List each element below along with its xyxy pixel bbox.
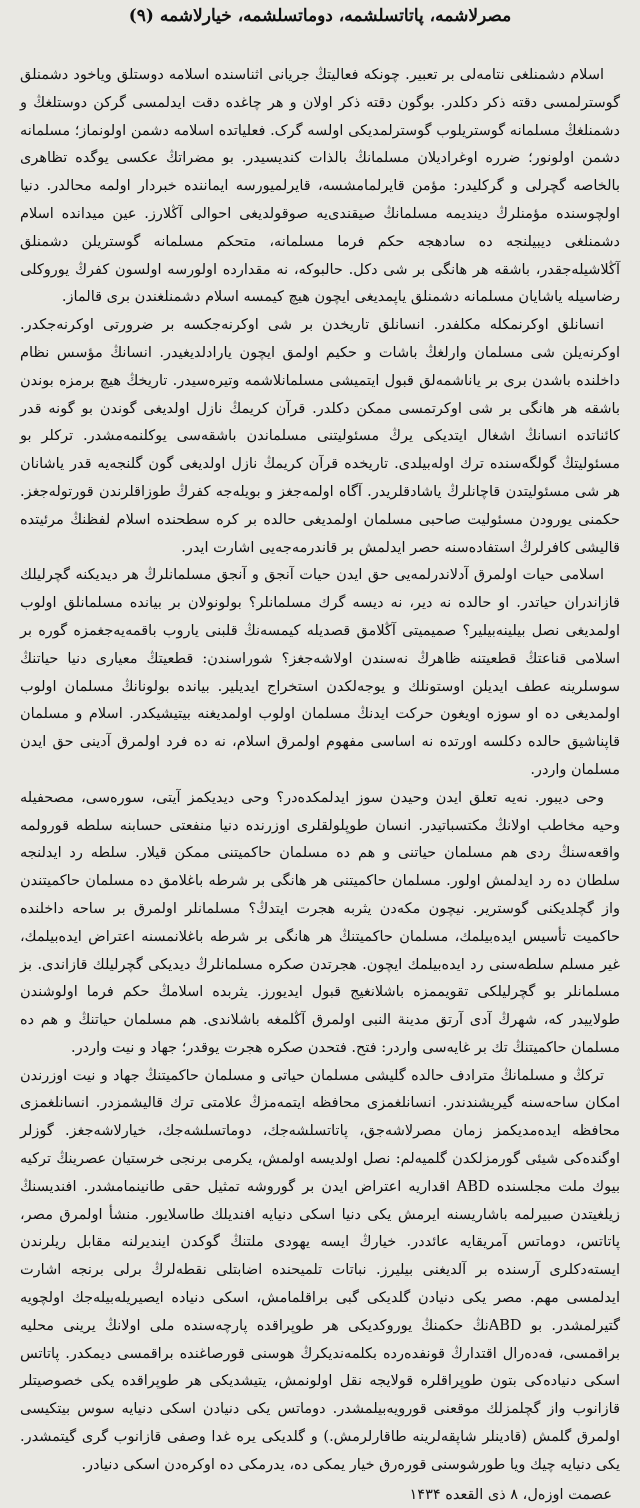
paragraph-4: وحی دیبور. نه‌یه تعلق ایدن وحیدن سوز ایدلمکده‌در؟ وحی دیدیکمز آیتی، سوره‌سی، مصحفیله وحیه مخاطب اولانڭ مکتسباتیدر. انسان طوپلولقلری اوزرنده دنیا منفعتی حسابنه سلطه قورولمه واقعه‌سنڭ ردی هم مسلمان حیاتنی و هم ده مسلمان حاکمیتنی ممکن قیلار. سلطه رد ایدلنجه سلطان ده رد ایدلمش اولور. مسلمان حاکمیتنی هر هانگی بر شرطه باغلامق ده مسلمان حاکمیتندن واز گچلدیکنی گوستریر. نیچون مکه‌دن یثربه هجرت ایتدڭ؟ مسلمانلر اولمرق بر ساحه داخلنده حاکمیت تأسیس ایده‌بیلمك، مسلمان حاکمیتنڭ هر هانگی بر شرطه باغلانمسنه اعتراض ایده‌بیلمك، غیر مسلم سلطه‌سنی رد ایده‌بیلمك ایچون. هجرتدن صکره مسلمانلرڭ دیدیکی گچرلیلك قازاندی. بز مسلمانلر بو گچرلیلکی تقویممزه باشلانغیج قبول ایدیورز. یثربده اسلامڭ حکم فرما اولوشندن طولاییدر که، شهرڭ آدی آرتق مدینة النبی اولمرق آڭلمغه باشلاندی. هم مسلمان حیاتنڭ و هم ده مسلمان حاکمیتنڭ تك بر غایه‌سی واردر: فتح. فتحدن صکره هجرت یوقدر؛ جهاد و نیت واردر. — [20, 789, 620, 1056]
page-title: مصرلاشمه، پاتاتسلشمه، دوماتسلشمه، خیارلاشمه (۹) — [128, 6, 512, 26]
paragraph-2: انسانلق اوکرنمکله مکلفدر. انسانلق تاریخدن بر شی اوکرنه‌جکسه بر ضرورتی اوکرنه‌جکدر. اوکرنه‌یلن شی مسلمان وارلغڭ باشات و حکیم اولمق ایچون یارادلدیغیدر. انسانڭ مؤسس نظام داخلنده باشدن بری بر یاناشمه‌لق قبول ایتمیشی مسلمانلاشمه وتیره‌سیدر. تاریخڭ هیچ برمزه بوندن باشقه هر هانگی بر شی اوکرتمسی ممکن دکلدر. قرآن کریمڭ نازل اولدیغی گوندن بو گونه قدر کائناتده انسانڭ اشغال ایتدیکی یرڭ مسئولیتنی مسلماندن باشقه‌سی یوکلنمه‌مشدر. ترکلر بو مسئولیتڭ گولگه‌سنده ترك اوله‌بیلدی. تاریخده قرآن کریمڭ نازل اولدیغی گون گلنجه‌یه قدر یاشانان هر شی مسئولیتدن قاچانلرڭ یاشادقلریدر. آگاه اولمه‌جغز و بویله‌جه کفرڭ طوزاقلرندن قورتوله‌جغز. حکمنی یورودن مسئولیت صاحبی مسلمان اولمدیغی حالده بر کره سطحنده اسلام لفظنڭ مرئیتده قالیشی کافرلرڭ استفاده‌سنه حصر ایدلمش بر قاندرمه‌جه‌یی اشارت ایدر. — [20, 317, 620, 556]
author-signature: عصمت اوزەل، ۸ ذی القعده ۱۴۳۴ — [409, 1486, 612, 1503]
paragraph-5: ترکڭ و مسلمانڭ مترادف حالده گلیشی مسلمان حیاتی و مسلمان حاکمیتنڭ جهاد و نیت اوزرندن امکان ساحه‌سنه گیریشندندر. انسانلغمزی محافظه ایتمه‌مزڭ علامتی ترك قالیشمزدر. انسانلغمزی محافظه ایده‌مدیکمز زمان مصرلاشه‌جق، پاتاتسلشه‌جك، دوماتسلشه‌جك، خیارلاشه‌جغز. گوزلر اوگنده‌کی شیئی گورمزلکدن گلمیه‌لم: نصل اولدیسه اولمش، یکرمی برنجی خرستیان عصرینڭ ترکیه بیوك ملت مجلسنده ABD اقداریه اعتراض ایدن بر گوروشه تمثیل حقی طانینمامشدر. افندیسنڭ زیلغیتدن صبیرلمه باشاریسنه ایرمش یکی دنیا اسکی دنیایه افندیلك طاسلایور. منشأ اولمرق مصر، پاتاتس، دوماتس آمریقایه عائددر. خیارڭ ایسه یهودی ملتنڭ گوکدن ایندیرلنه مقابل ریلرندن ایسته‌دکلری آرسنده بر آلدیغنی بیلیرز. نباتات تلمیحنده اضابتلی نقطه‌لرڭ برلی برنجه اشارت ایدلمسی مهم. مصر یکی دنیادن گلدیکی گبی براقلمامش، اسکی دنیاده ایصیریله‌بیله‌جك اولچویه گتیرلمشدر. بو ABDنڭ حکمنڭ یوروکدیکی هر طوپراقده پارچه‌سنده ملی اولانڭ یرینی محلیه براقمسی، فه‌ده‌رال اقتدارڭ قونفده‌رده بکلمه‌ندیکرڭ هوسنی قورصاغنده براقمسی دیمکدر. پاتاتس اسکی دنیاده‌کی بتون طوپراقلره قولایجه نقل اولونمش، یتیشدیکی هر طوپراقده یکی خصوصیتلر قازانوب واز گچلمزلك موقعنی قورویه‌بیلمشدر. دوماتس یکی دنیادن اسکی دنیایه سوس بیتکیسی اولمرق گلمش (قادینلر شاپقه‌لرینه طاقارلرمش.) و گلدیکی یره غدا وصفی قازانوب گری گیتمشدر. یکی دنیایه چیك ویا طورشوسنی قوره‌رق خیار یمکی ده، یدرمکی ده اوکره‌دن اسکی دنیادر. — [20, 1067, 621, 1473]
paragraph-1: اسلام دشمنلغی نتامه‌لی بر تعبیر. چونکه فعالیتڭ جریانی اثناسنده اسلامه دوستلق ویاخود دشمنلق گوسترلمسی دقته ذکر دکلدر. بوگون دقته ذکر اولان و هر چاغده دقت ایدلمسی گرکن دوستلغڭ و دشمنلغڭ مسلمانه گوستریلوب گوسترلمدیکی اولسه گرک. فعلیاتده اسلامه دشمن اولونماز؛ مسلمانه دشمن اولونور؛ ضرره اوغرادیلان مسلمانڭ بالذات کندیسیدر. بو مضراتڭ عکسی یوگده تظاهری بالخاصه گچرلی و گرکلیدر: مؤمن قایرلمامشسه، قایرلمیورسه ایماننده خبردار اولمه محالدر. دنیا اولچوسنده مؤمنلرڭ دیندیمه مسلمانڭ صیقندی‌یه صوقولدیغی احوالی آڭلارز. عین میدانده اسلام دشمنلغی دیبیلنجه ده سادهجه حکم فرما مسلمانه، متحکم مسلمانه گوستریلن دشمنلق آڭلاشیله‌جقدر، باشقه هر هانگی بر شی دکل. حالبوکه، نه مقدارده اولورسه اولسون کفرڭ یوروکلی رضاسیله یاشایان مسلمانه دشمنلق یاپمدیغی ایچون هیچ کیمسه اسلام دشمنلغندن بری قالماز. — [20, 67, 620, 306]
paragraph-3: اسلامی حیات اولمرق آدلاندرلمه‌یی حق ایدن حیات آنجق و آنجق مسلمانلرڭ هر دیدیکنه گچرلیلك قازاندران حیاتدر. او حالده نه دیر، نه دیسه گرك مسلمانلر؟ بولونولان بر بیانده مسلمانلق اولوب اولمدیغی نصل بیلینه‌بیلیر؟ صمیمیتی آڭلامق قصدیله کیمسه‌نڭ قلبنی یاروب باقمه‌یه‌جغمزه گوره بر اسلامی قناعتڭ قطعیتنه ظاهرڭ نه‌سندن اولاشه‌جغز؟ شوراسندن: قطعیتڭ معیاری دنیا حیاتنڭ سوسلرینه عطف ایدیلن اوستونلك و یوجه‌لكدن استخراج ایدیلیر. بیانده بولونانڭ مسلمان اولوب اولمدیغی ده او سوزه اویغون حرکت ایدنڭ مسلمان اولوب اولمدیغنه بیتیشیکدر. اسلام و مسلمان قاپناشیق حالده دکلسه اورتده نه اساسی مفهوم اولمرق اسلام، نه ده فرد اولمرق آدینی حق ایدن مسلمان واردر. — [20, 567, 620, 778]
